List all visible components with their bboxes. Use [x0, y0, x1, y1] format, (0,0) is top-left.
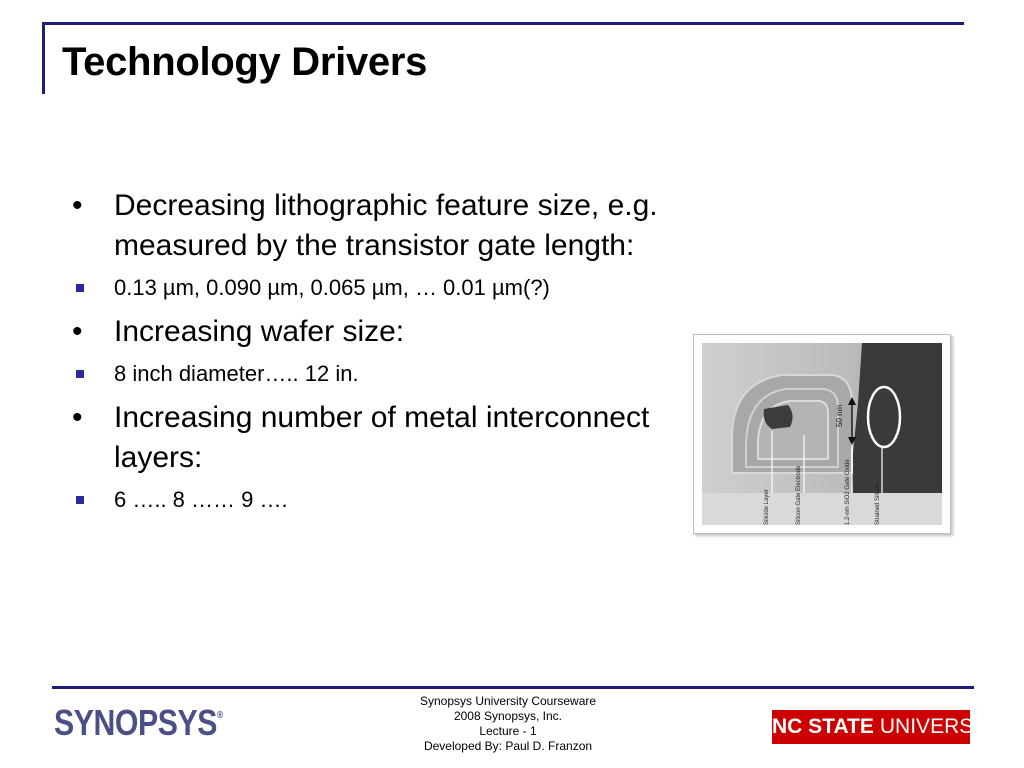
ncsu-logo [772, 710, 1006, 744]
sub-bullet-item [70, 360, 700, 388]
square-bullet-icon [76, 284, 84, 292]
ncsu-logo-rest: UNIVERSITY [879, 715, 1006, 738]
square-bullet-icon [76, 370, 84, 378]
figure-label: Strained Silicon [875, 483, 881, 525]
sub-bullet-item [70, 274, 700, 302]
left-rule [42, 22, 45, 94]
transistor-micrograph [693, 334, 951, 534]
figure-label: Silicide Layer [764, 489, 770, 525]
bullet-icon: • [72, 315, 83, 348]
sub-bullet-text: 0.13 µm, 0.090 µm, 0.065 µm, … 0.01 µm(?) [114, 275, 550, 300]
top-rule [42, 22, 964, 25]
synopsys-logo-text: SYNOPSYS [54, 702, 218, 743]
bullet-icon: • [72, 401, 83, 434]
transistor-cross-section-icon [702, 343, 942, 525]
synopsys-logo [54, 702, 223, 744]
bullet-text: Increasing wafer size: [114, 315, 405, 348]
sub-bullet-item [70, 486, 700, 514]
sub-bullet-text: 6 ….. 8 …… 9 …. [114, 487, 288, 512]
figure-label: Silicon Gate Electrode [796, 465, 802, 525]
sub-bullet-text: 8 inch diameter….. 12 in. [114, 361, 359, 386]
figure-label: 1.2-nm SiO2 Gate Oxide [845, 459, 851, 525]
slide-title: Technology Drivers [62, 40, 428, 84]
registered-mark: ® [217, 710, 223, 721]
bullet-item [70, 398, 700, 478]
square-bullet-icon [76, 496, 84, 504]
bullet-list [70, 186, 700, 514]
bullet-item [70, 186, 700, 266]
bullet-item [70, 312, 700, 352]
footer-line: 2008 Synopsys, Inc. [453, 709, 563, 723]
footer-line: Developed By: Paul D. Franzon [423, 739, 593, 753]
footer-rule [52, 686, 974, 689]
footer-line: Synopsys University Courseware [419, 694, 597, 708]
footer-credits [398, 694, 618, 754]
ncsu-logo-bold: NC STATE [772, 715, 874, 738]
bullet-text: Decreasing lithographic feature size, e.g. measured by the transistor gate length: [114, 189, 658, 262]
scale-label: 50 nm [835, 404, 844, 427]
bullet-icon: • [72, 189, 83, 222]
footer-line: Lecture - 1 [479, 724, 537, 738]
bullet-text: Increasing number of metal interconnect layers: [114, 401, 650, 474]
